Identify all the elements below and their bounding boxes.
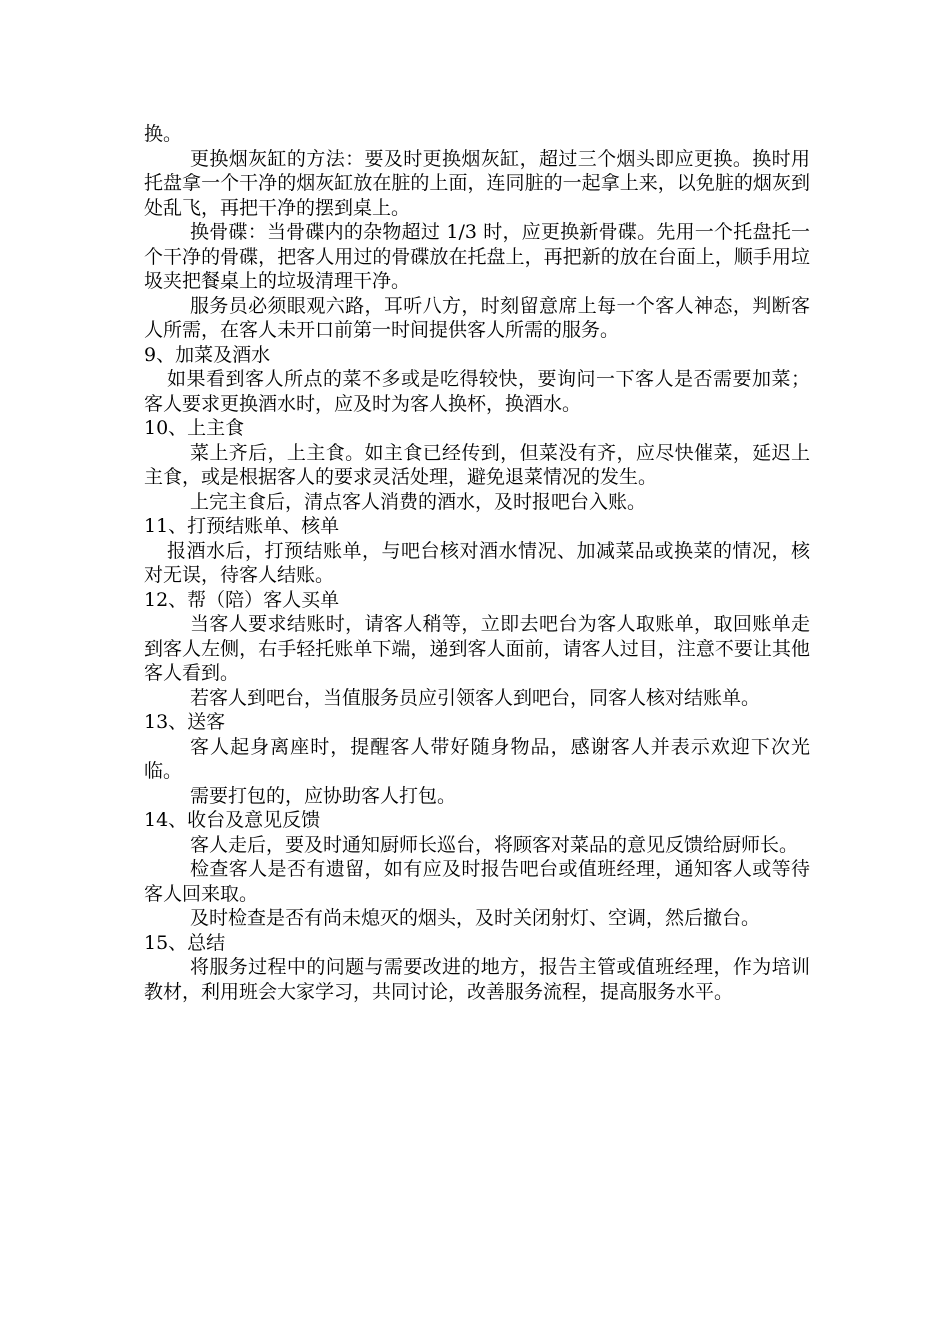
paragraph-checkout: 当客人要求结账时，请客人稍等，立即去吧台为客人取账单，取回账单走到客人左侧，右手轻托账单下端，递到客人面前，请客人过目，注意不要让其他客人看到。 xyxy=(144,613,810,684)
paragraph-add-dishes: 如果看到客人所点的菜不多或是吃得较快，要询问一下客人是否需要加菜；客人要求更换酒水时，应及时为客人换杯，换酒水。 xyxy=(144,368,810,415)
section-heading-11: 11、打预结账单、核单 xyxy=(144,515,340,537)
paragraph-count-drinks: 上完主食后，清点客人消费的酒水，及时报吧台入账。 xyxy=(190,490,647,513)
paragraph-attentiveness: 服务员必须眼观六路，耳听八方，时刻留意席上每一个客人神态，判断客人所需，在客人未开口前第一时间提供客人所需的服务。 xyxy=(144,294,810,341)
paragraph-pre-bill: 报酒水后，打预结账单，与吧台核对酒水情况、加减菜品或换菜的情况，核对无误，待客人结账。 xyxy=(144,539,810,586)
paragraph-ashtray-method: 更换烟灰缸的方法：要及时更换烟灰缸，超过三个烟头即应更换。换时用托盘拿一个干净的烟灰缸放在脏的上面，连同脏的一起拿上来，以免脏的烟灰到处乱飞，再把干净的摆到桌上。 xyxy=(144,147,810,219)
document-page xyxy=(144,122,810,1004)
paragraph-staple-food: 菜上齐后，上主食。如主食已经传到，但菜没有齐，应尽快催菜，延迟上主食，或是根据客人的要求灵活处理，避免退菜情况的发生。 xyxy=(144,441,810,488)
paragraph-summary: 将服务过程中的问题与需要改进的地方，报告主管或值班经理，作为培训教材，利用班会大家学习，共同讨论，改善服务流程，提高服务水平。 xyxy=(144,956,810,1003)
paragraph-lost-items: 检查客人是否有遗留，如有应及时报告吧台或值班经理，通知客人或等待客人回来取。 xyxy=(144,858,810,905)
section-heading-15: 15、总结 xyxy=(144,931,226,954)
section-heading-12: 12、帮（陪）客人买单 xyxy=(144,588,340,611)
paragraph-continuation: 换。 xyxy=(144,123,183,145)
section-heading-10: 10、上主食 xyxy=(144,417,245,439)
paragraph-bone-plate: 换骨碟：当骨碟内的杂物超过 1/3 时，应更换新骨碟。先用一个托盘托一个干净的骨碟，把客人用过的骨碟放在托盘上，再把新的放在台面上，顺手用垃圾夹把餐桌上的垃圾清理干净。 xyxy=(144,221,810,292)
section-heading-13: 13、送客 xyxy=(144,711,226,733)
section-heading-9: 9、加菜及酒水 xyxy=(144,343,271,366)
paragraph-checkout-bar: 若客人到吧台，当值服务员应引领客人到吧台，同客人核对结账单。 xyxy=(190,686,761,709)
paragraph-takeaway: 需要打包的，应协助客人打包。 xyxy=(190,784,457,807)
paragraph-farewell: 客人起身离座时，提醒客人带好随身物品，感谢客人并表示欢迎下次光临。 xyxy=(144,735,810,782)
paragraph-close-table: 及时检查是否有尚未熄灭的烟头，及时关闭射灯、空调，然后撤台。 xyxy=(190,907,761,929)
paragraph-feedback: 客人走后，要及时通知厨师长巡台，将顾客对菜品的意见反馈给厨师长。 xyxy=(190,833,799,856)
section-heading-14: 14、收台及意见反馈 xyxy=(144,809,321,831)
